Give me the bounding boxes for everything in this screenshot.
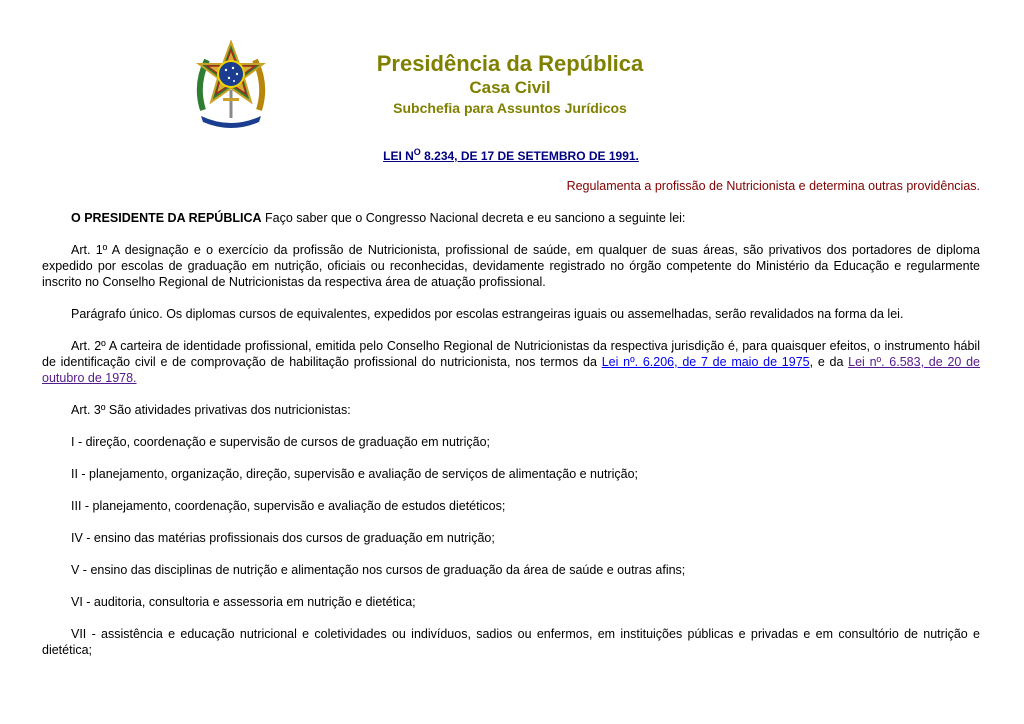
law-ementa: Regulamenta a profissão de Nutricionista e determina outras providências. (566, 179, 980, 193)
header-titles (330, 50, 690, 118)
header-title: Presidência da República (376, 51, 644, 76)
law-6206-link[interactable]: Lei nº. 6.206, de 7 de maio de 1975 (601, 355, 810, 369)
article-2-text: Art. 2º A carteira de identidade profissional, emitida pelo Conselho Regional de Nutricionistas da respectiva jurisdição é, para quaisquer efeitos, o instrumento hábil de identificação civil e de comprovação de habilitação profissional do nutricionista, nos termos da (42, 339, 980, 369)
law-title-link[interactable] (383, 149, 639, 163)
paragrafo-unico: Parágrafo único. Os diplomas cursos de equivalentes, expedidos por escolas estrangeiras iguais ou assemelhadas, serão revalidados na forma da lei. (71, 307, 904, 321)
law-6583-link[interactable]: Lei nº. 6.583, de 20 de outubro de 1978. (42, 355, 980, 385)
list-item: VI - auditoria, consultoria e assessoria em nutrição e dietética; (71, 595, 416, 609)
opening-bold: O PRESIDENTE DA REPÚBLICA (71, 211, 262, 225)
law-title-rest: 8.234, DE 17 DE SETEMBRO DE 1991. (420, 149, 639, 163)
law-title-prefix: LEI N (383, 149, 414, 163)
opening-text: Faço saber que o Congresso Nacional decreta e eu sanciono a seguinte lei: (261, 211, 686, 225)
law-title-sup: O (413, 147, 421, 157)
article-2 (42, 338, 980, 386)
list-item: V - ensino das disciplinas de nutrição e alimentação nos cursos de graduação da área de saúde e outras afins; (71, 563, 686, 577)
opening-paragraph (42, 210, 980, 226)
list-item: III - planejamento, coordenação, supervisão e avaliação de estudos dietéticos; (71, 499, 506, 513)
law-title (42, 144, 980, 164)
list-item: VII - assistência e educação nutricional e coletividades ou indivíduos, sadios ou enfermos, em instituições públicas e privadas e em consultório de nutrição e dietética; (42, 627, 980, 657)
page-header (0, 0, 1024, 130)
list-item: I - direção, coordenação e supervisão de cursos de graduação em nutrição; (71, 435, 490, 449)
list-item: IV - ensino das matérias profissionais dos cursos de graduação em nutrição; (71, 531, 495, 545)
list-item: II - planejamento, organização, direção, supervisão e avaliação de serviços de alimentação e nutrição; (71, 467, 638, 481)
law-document (42, 144, 980, 658)
article-2-mid: , e da (809, 355, 849, 369)
header-subtitle: Casa Civil (469, 78, 551, 97)
brazil-coat-of-arms-icon (193, 40, 269, 130)
article-1: Art. 1º A designação e o exercício da profissão de Nutricionista, profissional de saúde, em qualquer de suas áreas, são privativos dos portadores de diploma expedido por escolas de graduação em nutrição, oficiais ou reconhecidas, devidamente registrado no órgão competente do Ministério da Educação e regularmente inscrito no Conselho Regional de Nutricionistas da respectiva área de atuação profissional. (42, 243, 980, 289)
header-subtitle-2: Subchefia para Assuntos Jurídicos (393, 100, 627, 116)
article-3: Art. 3º São atividades privativas dos nutricionistas: (71, 403, 351, 417)
